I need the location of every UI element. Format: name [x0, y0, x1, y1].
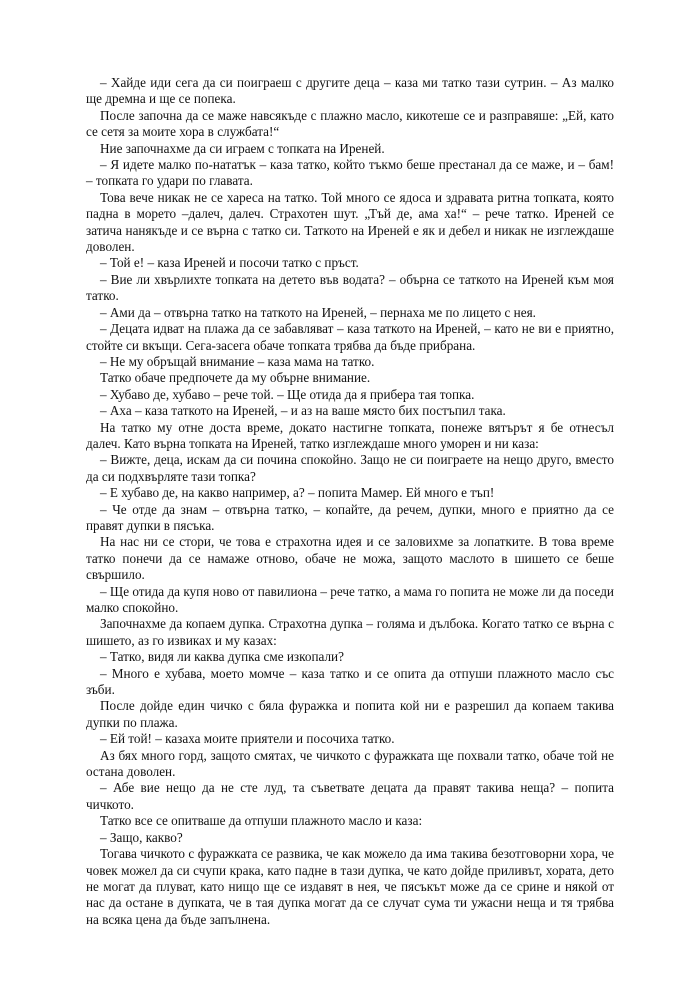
paragraph: – Ей той! – казаха моите приятели и посочиха татко.	[100, 731, 395, 747]
paragraph: После дойде един чичко с бяла фуражка и попита кой ни е разрешил да копаем такива дупки по плажа.	[86, 698, 614, 730]
paragraph: На нас ни се стори, че това е страхотна идея и се заловихме за лопатките. В това време татко понечи да се намаже отново, обаче не можа, защото маслото в шишето се беше свършило.	[86, 534, 614, 583]
paragraph: – Я идете малко по-нататък – каза татко, който тъкмо беше престанал да се маже, и – бам! – топката го удари по главата.	[86, 157, 614, 189]
paragraph: Ние започнахме да си играем с топката на Иреней.	[100, 140, 385, 156]
paragraph: Аз бях много горд, защото смятах, че чичкото с фуражката ще похвали татко, обаче той не остана доволен.	[86, 747, 614, 780]
paragraph: – Абе вие нещо да не сте луд, та съветвате децата да правят такива неща? – попита чичкото.	[86, 780, 614, 812]
book-page	[86, 75, 614, 928]
paragraph: После започна да се маже навсякъде с плажно масло, кикотеше се и разправяше: „Ей, като се сетя за моите хора в службата!“	[86, 107, 614, 140]
paragraph: – Аха – каза таткото на Иреней, – и аз на ваше място бих постъпил така.	[100, 403, 506, 419]
paragraph: – Татко, видя ли каква дупка сме изкопали?	[100, 649, 344, 665]
paragraph: – Че отде да знам – отвърна татко, – копайте, да речем, дупки, много е приятно да се правят дупки в пясъка.	[86, 501, 614, 533]
paragraph: – Много е хубава, моето момче – каза татко и се опита да отпуши плажното масло със зъби.	[86, 665, 614, 698]
paragraph: Тогава чичкото с фуражката се развика, че как можело да има такива безотговорни хора, че човек можел да си счупи крака, като падне в тази дупка, че като дойде приливът, хората, дето не могат да плуват, като нищо ще се издавят в нея, че пясъкът може да се срине и някой от нас да остане в дупката, че в тая дупка могат да се случат сума ти ужасни неща и тя трябва на всяка цена да бъде запълнена.	[86, 846, 614, 927]
paragraph: – Вижте, деца, искам да си почина спокойно. Защо не си поиграете на нещо друго, вместо да си подхвърляте тази топка?	[86, 452, 614, 484]
paragraph: На татко му отне доста време, докато настигне топката, понеже вятърът я бе отнесъл далеч. Като върна топката на Иреней, татко изглеждаше много уморен и ни каза:	[86, 419, 614, 451]
paragraph: – Е хубаво де, на какво например, а? – попита Мамер. Ей много е тъп!	[100, 485, 495, 501]
paragraph: – Вие ли хвърлихте топката на детето във водата? – обърна се таткото на Иреней към моя татко.	[86, 271, 614, 304]
paragraph: – Ще отида да купя ново от павилиона – рече татко, а мама го попита не може ли да поседи малко спокойно.	[86, 583, 614, 615]
paragraph: Татко обаче предпочете да му обърне внимание.	[100, 370, 371, 386]
paragraph: – Децата идват на плажа да се забавляват – каза таткото на Иреней, – като не ви е приятно, стойте си вкъщи. Сега-засега обаче топката трябва да бъде прибрана.	[86, 321, 614, 353]
paragraph: – Хайде иди сега да си поиграеш с другите деца – каза ми татко тази сутрин. – Аз малко ще дремна и ще се попека.	[86, 75, 614, 107]
paragraph: Татко все се опитваше да отпуши плажното масло и каза:	[100, 813, 423, 829]
paragraph: – Ами да – отвърна татко на таткото на Иреней, – пернаха ме по лицето с нея.	[100, 304, 536, 320]
paragraph: – Не му обръщай внимание – каза мама на татко.	[100, 353, 375, 369]
paragraph: Започнахме да копаем дупка. Страхотна дупка – голяма и дълбока. Когато татко се върна с шишето, аз го извиках и му казах:	[86, 616, 614, 648]
paragraph: Това вече никак не се хареса на татко. Той много се ядоса и здравата ритна топката, която падна в морето –далеч, далеч. Страхотен шут. „Тъй де, ама ха!“ – рече татко. Иреней се затича нанякъде и се върна с татко си. Таткото на Иреней е як и дебел и никак не изглеждаше доволен.	[86, 189, 614, 255]
paragraph: – Той е! – каза Иреней и посочи татко с пръст.	[100, 255, 359, 271]
paragraph: – Защо, какво?	[100, 829, 183, 845]
paragraph: – Хубаво де, хубаво – рече той. – Ще отида да я прибера тая топка.	[100, 386, 475, 402]
